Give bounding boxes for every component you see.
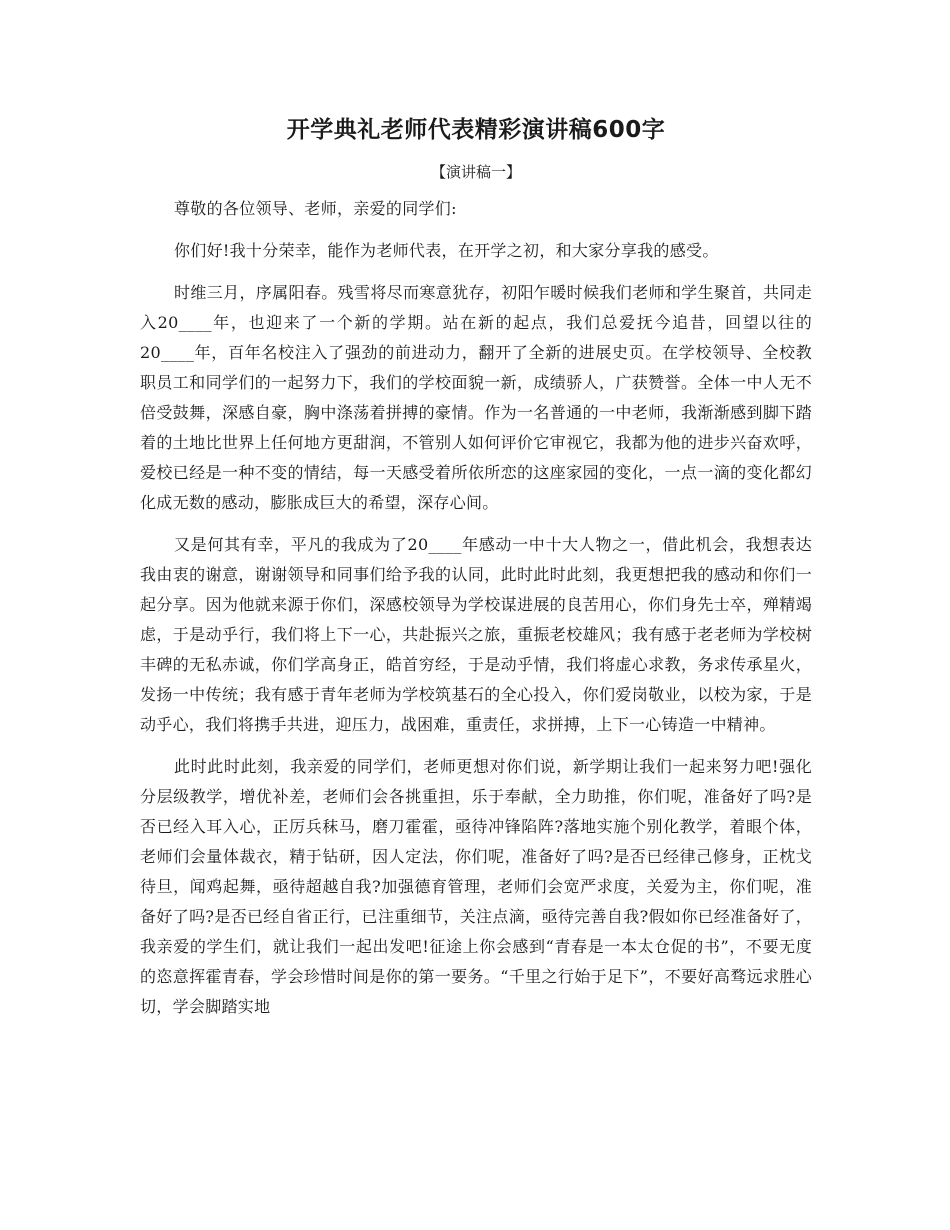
document-title: 开学典礼老师代表精彩演讲稿600字 bbox=[286, 117, 666, 143]
paragraph-greeting: 你们好!我十分荣幸，能作为老师代表，在开学之初，和大家分享我的感受。 bbox=[174, 241, 719, 260]
paragraph-body-3: 此时此时此刻，我亲爱的同学们，老师更想对你们说，新学期让我们一起来努力吧!强化分层级教学，增优补差，老师们会各挑重担，乐于奉献，全力助推，你们呢，准备好了吗?是否已经入耳入心，正厉兵秣马，磨刀霍霍，亟待冲锋陷阵?落地实施个别化教学，着眼个体，老师们会量体裁衣，精于钻研，因人定法，你们呢，准备好了吗?是否已经律己修身，正枕戈待旦，闻鸡起舞，亟待超越自我?加强德育管理，老师们会宽严求度，关爱为主，你们呢，准备好了吗?是否已经自省正行，已注重细节，关注点滴，亟待完善自我?假如你已经准备好了，我亲爱的学生们，就让我们一起出发吧!征途上你会感到“青春是一本太仓促的书”，不要无度的恣意挥霍青春，学会珍惜时间是你的第一要务。“千里之行始于足下”，不要好高骛远求胜心切，学会脚踏实地 bbox=[140, 757, 812, 1016]
paragraph-body-1: 时维三月，序属阳春。残雪将尽而寒意犹存，初阳乍暖时候我们老师和学生聚首，共同走入20____年，也迎来了一个新的学期。站在新的起点，我们总爱抚今追昔，回望以往的20____年，百年名校注入了强劲的前进动力，翻开了全新的进展史页。在学校领导、全校教职员工和同学们的一起努力下，我们的学校面貌一新，成绩骄人，广获赞誉。全体一中人无不倍受鼓舞，深感自豪，胸中涤荡着拼搏的豪情。作为一名普通的一中老师，我渐渐感到脚下踏着的土地比世界上任何地方更甜润，不管别人如何评价它审视它，我都为他的进步兴奋欢呼，爱校已经是一种不变的情结，每一天感受着所依所恋的这座家园的变化，一点一滴的变化都幻化成无数的感动，膨胀成巨大的希望，深存心间。 bbox=[140, 283, 812, 512]
paragraph-body-2: 又是何其有幸，平凡的我成为了20____年感动一中十大人物之一，借此机会，我想表达我由衷的谢意，谢谢领导和同事们给予我的认同，此时此时此刻，我更想把我的感动和你们一起分享。因为他就来源于你们，深感校领导为学校谋进展的良苦用心，你们身先士卒，殚精竭虑，于是动乎行，我们将上下一心，共赴振兴之旅，重振老校雄风；我有感于老老师为学校树丰碑的无私赤诚，你们学高身正，皓首穷经，于是动乎情，我们将虚心求教，务求传承星火，发扬一中传统；我有感于青年老师为学校筑基石的全心投入，你们爱岗敬业，以校为家，于是动乎心，我们将携手共进，迎压力，战困难，重责任，求拼搏，上下一心铸造一中精神。 bbox=[140, 535, 812, 734]
document-subtitle: 【演讲稿一】 bbox=[430, 163, 521, 181]
paragraph-salutation: 尊敬的各位领导、老师，亲爱的同学们: bbox=[174, 199, 457, 218]
